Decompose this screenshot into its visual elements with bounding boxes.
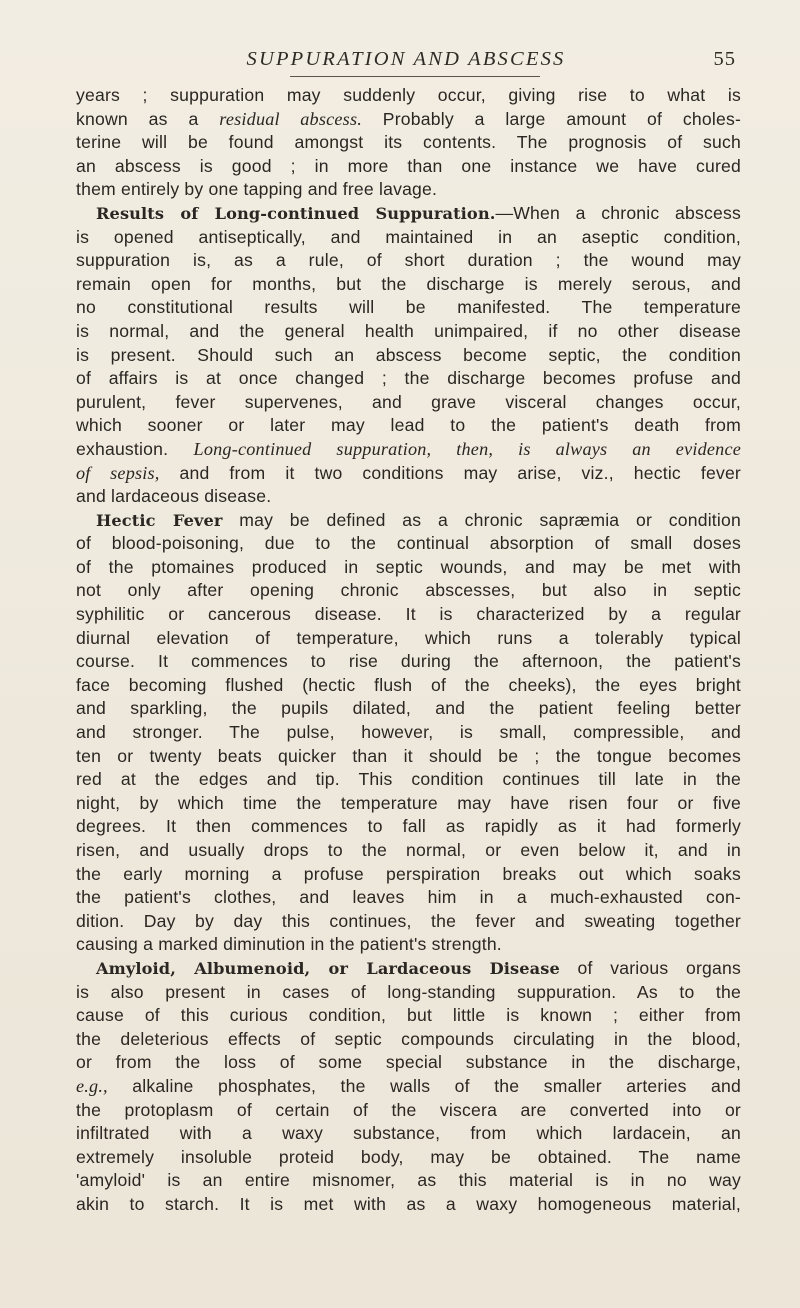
text-line: dition. Day by day this continues, the fever and sweating together — [76, 910, 741, 931]
text-run: and from it two conditions may arise, viz., hectic fever — [159, 462, 741, 483]
section-heading: Amyloid, Albumenoid, or Lardaceous Disease — [96, 958, 560, 978]
text-line — [76, 438, 741, 462]
text-line — [76, 1075, 741, 1099]
text-line — [76, 202, 741, 226]
italic-phrase: of sepsis, — [76, 462, 160, 483]
text-line — [76, 462, 741, 486]
text-line: an abscess is good ; in more than one instance we have cured — [76, 155, 741, 176]
text-line: and lardaceous disease. — [76, 486, 272, 507]
text-line: akin to starch. It is met with as a waxy homogeneous material, — [76, 1193, 741, 1214]
text-line: risen, and usually drops to the normal, or even below it, and in — [76, 840, 741, 860]
text-line: purulent, fever supervenes, and grave visceral changes occur, — [76, 391, 741, 412]
text-line: no constitutional results will be manifested. The temperature — [76, 297, 741, 318]
text-line — [76, 108, 741, 132]
text-line: causing a marked diminution in the patient's strength. — [76, 934, 502, 955]
section-heading: Hectic Fever — [96, 510, 223, 530]
header-rule — [290, 76, 540, 77]
text-line: them entirely by one tapping and free lavage. — [76, 179, 438, 200]
text-line: of blood-poisoning, due to the continual absorption of small doses — [76, 533, 741, 554]
text-line: cause of this curious condition, but little is known ; either from — [76, 1005, 741, 1026]
text-line: infiltrated with a waxy substance, from which lardacein, an — [76, 1123, 741, 1144]
page-number: 55 — [713, 48, 736, 70]
text-run: alkaline phosphates, the walls of the smaller arteries and — [107, 1075, 741, 1096]
text-line: remain open for months, but the discharge is merely serous, and — [76, 273, 741, 294]
text-line: years ; suppuration may suddenly occur, giving rise to what is — [76, 85, 741, 105]
text-line: of affairs is at once changed ; the discharge becomes profuse and — [76, 368, 741, 389]
text-line: the early morning a profuse perspiration breaks out which soaks — [76, 863, 741, 884]
italic-abbreviation: e.g., — [76, 1075, 108, 1096]
text-line: the patient's clothes, and leaves him in a much-exhausted con- — [76, 887, 741, 908]
text-line: degrees. It then commences to fall as rapidly as it had formerly — [76, 816, 741, 837]
text-line — [76, 509, 741, 533]
text-line: is present. Should such an abscess become septic, the condition — [76, 344, 741, 365]
text-line: 'amyloid' is an entire misnomer, as this material is in no way — [76, 1170, 741, 1191]
text-run: exhaustion. — [76, 438, 194, 459]
running-head — [76, 48, 736, 76]
text-line: or from the loss of some special substance in the discharge, — [76, 1052, 741, 1073]
text-line: course. It commences to rise during the afternoon, the patient's — [76, 651, 741, 672]
section-heading: Results of Long-continued Suppuration. — [96, 203, 496, 223]
text-line: and stronger. The pulse, however, is small, compressible, and — [76, 722, 741, 743]
text-line: ten or twenty beats quicker than it should be ; the tongue becomes — [76, 745, 741, 766]
text-line: and sparkling, the pupils dilated, and the patient feeling better — [76, 698, 741, 719]
body-text — [76, 84, 741, 1217]
text-line: which sooner or later may lead to the patient's death from — [76, 415, 741, 436]
italic-term: residual abscess. — [219, 108, 362, 129]
text-line — [76, 957, 741, 981]
text-run: of various organs — [559, 957, 741, 978]
text-line: syphilitic or cancerous disease. It is characterized by a regular — [76, 604, 741, 625]
text-line: of the ptomaines produced in septic wounds, and may be met with — [76, 556, 741, 577]
running-title: SUPPURATION AND ABSCESS — [246, 48, 566, 70]
text-run: —When a chronic abscess — [495, 202, 741, 223]
text-line: face becoming flushed (hectic flush of the cheeks), the eyes bright — [76, 674, 741, 695]
text-line: is also present in cases of long-standing suppuration. As to the — [76, 981, 741, 1002]
text-line: diurnal elevation of temperature, which runs a tolerably typical — [76, 627, 741, 648]
text-line: not only after opening chronic abscesses, but also in septic — [76, 580, 741, 601]
text-line: the protoplasm of certain of the viscera are converted into or — [76, 1099, 741, 1120]
text-line: terine will be found amongst its contents. The prognosis of such — [76, 132, 741, 153]
text-line: extremely insoluble proteid body, may be obtained. The name — [76, 1146, 741, 1167]
text-line: red at the edges and tip. This condition continues till late in the — [76, 769, 741, 790]
text-line: is opened antiseptically, and maintained in an aseptic condition, — [76, 226, 741, 247]
italic-phrase: Long-continued suppuration, then, is always an evidence — [193, 438, 741, 459]
text-line: night, by which time the temperature may have risen four or five — [76, 792, 741, 813]
text-line: suppuration is, as a rule, of short duration ; the wound may — [76, 250, 741, 271]
text-line: is normal, and the general health unimpaired, if no other disease — [76, 320, 741, 341]
text-run: known as a — [76, 108, 220, 129]
text-run: may be defined as a chronic sapræmia or condition — [222, 509, 741, 530]
text-line: the deleterious effects of septic compounds circulating in the blood, — [76, 1028, 741, 1049]
text-run: Probably a large amount of choles- — [361, 108, 742, 129]
